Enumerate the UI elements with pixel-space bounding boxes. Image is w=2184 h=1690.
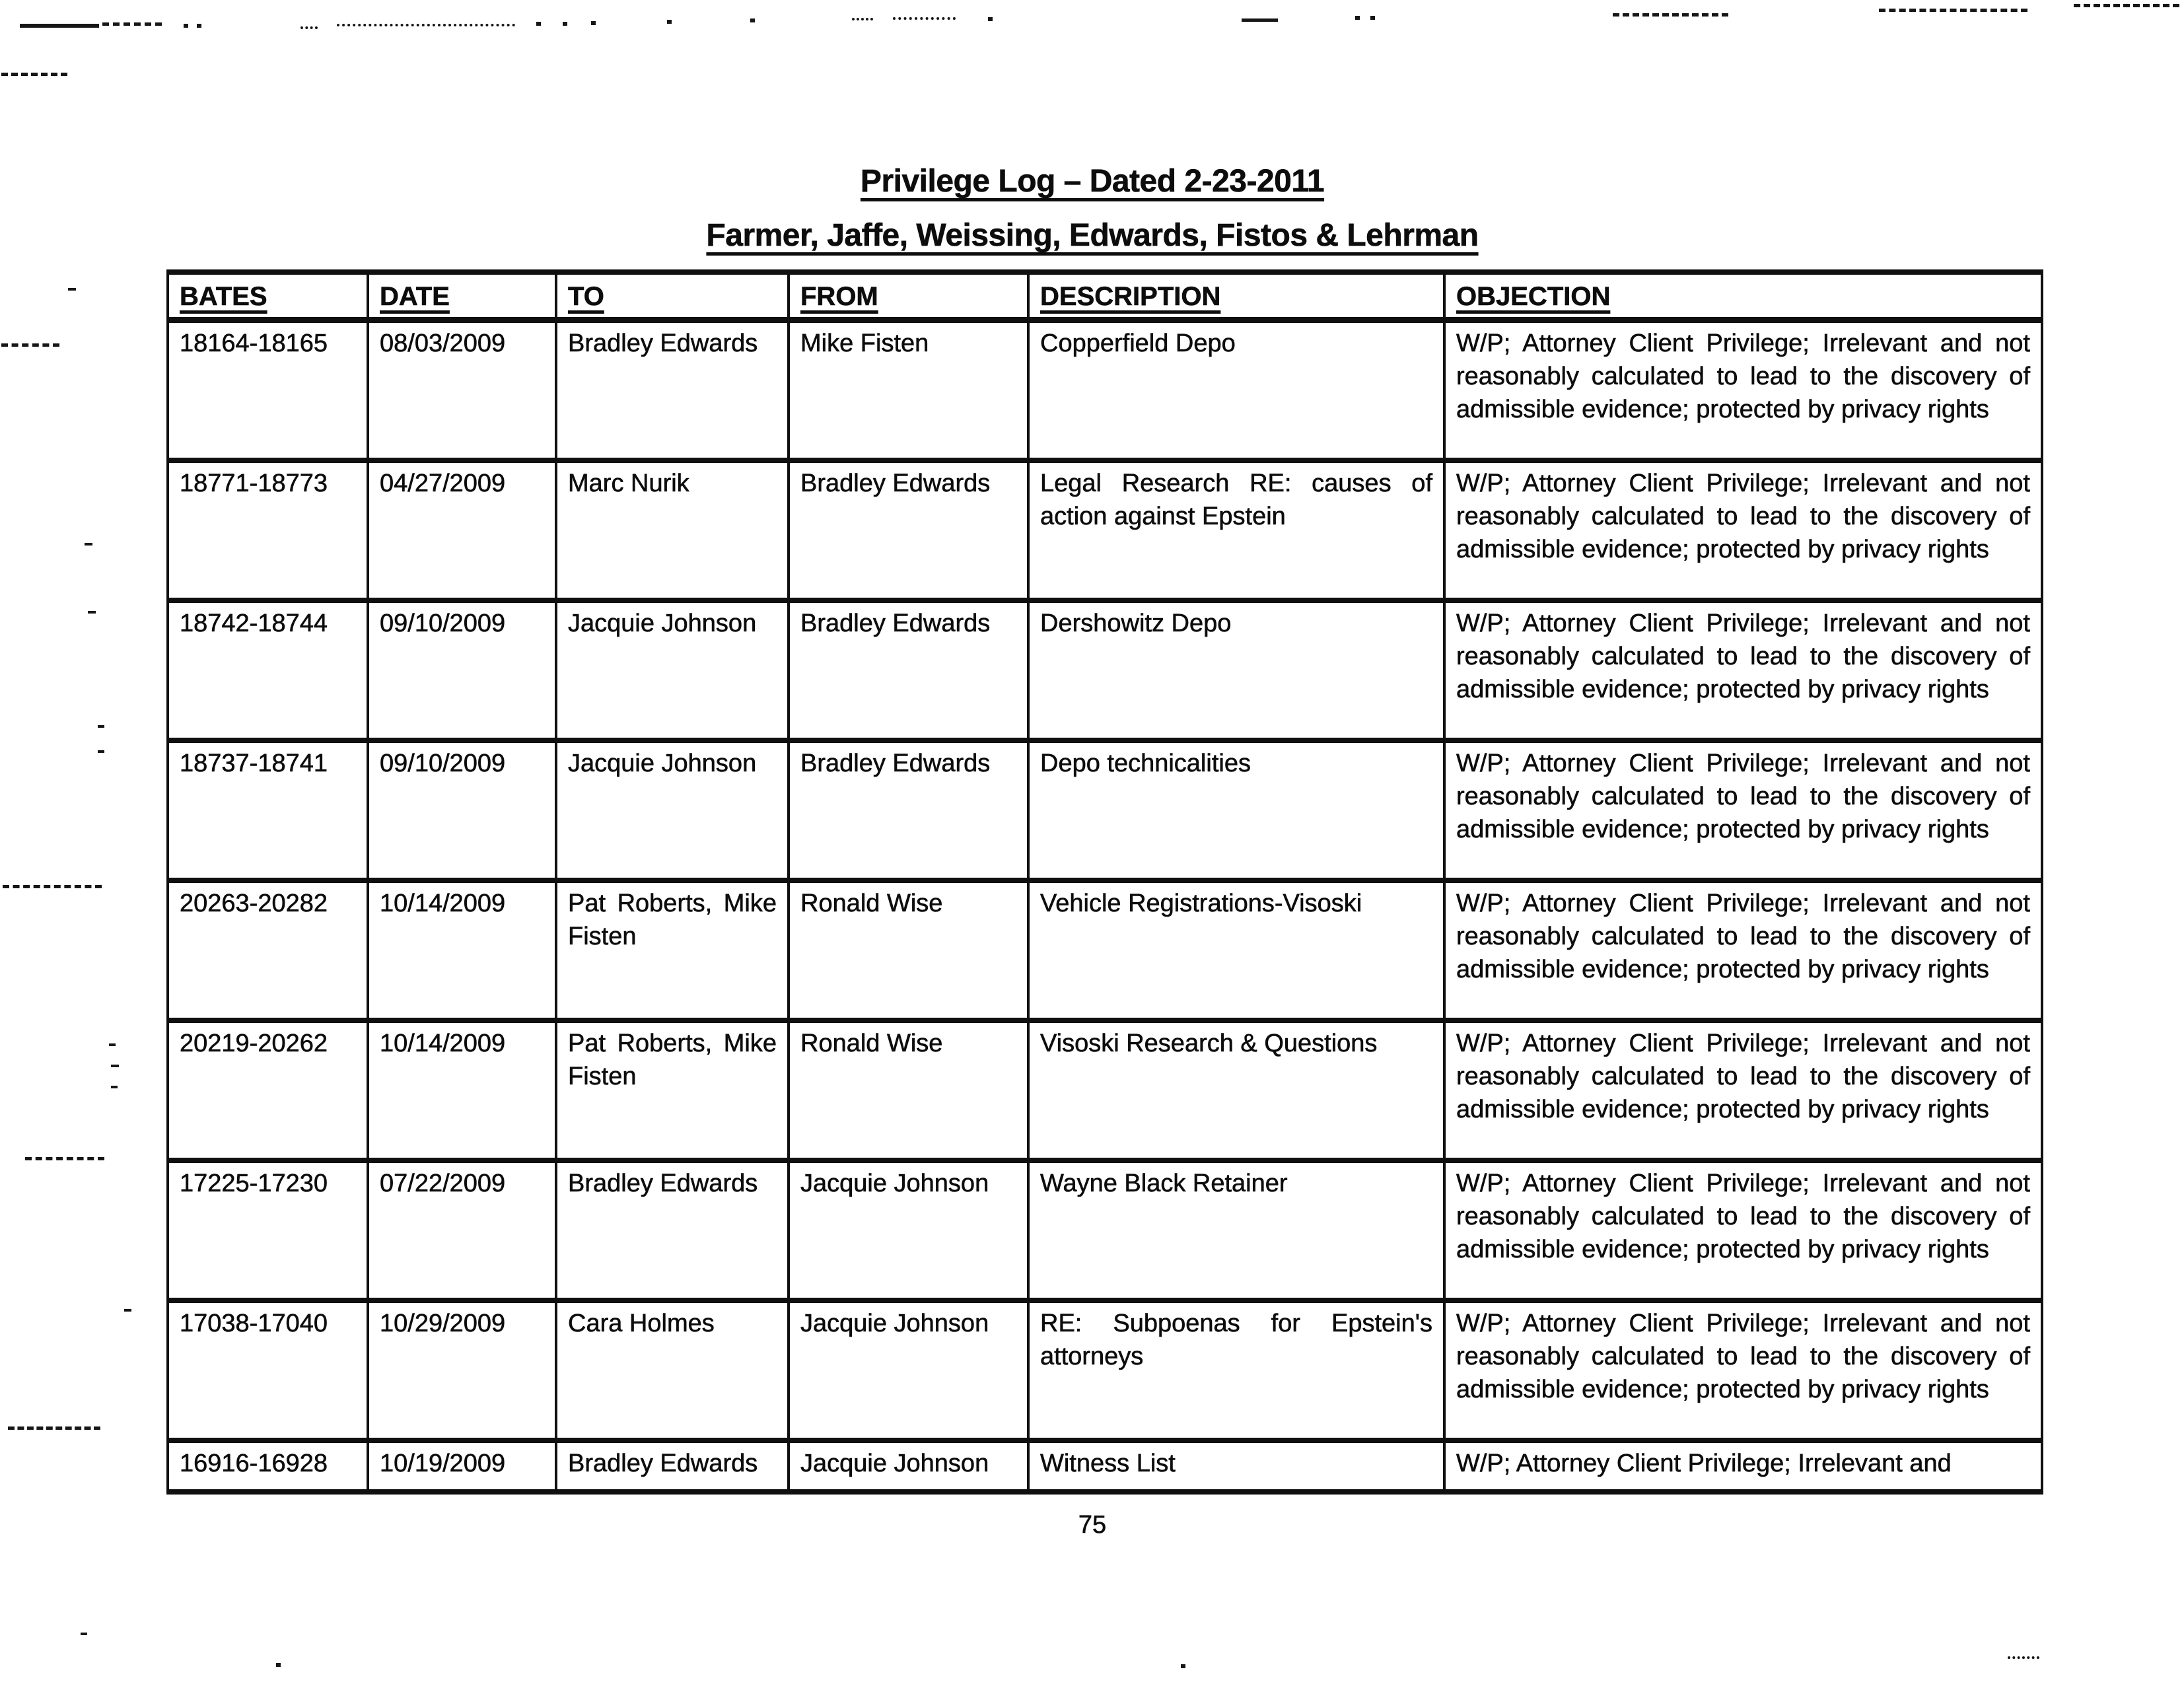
scan-artifact [184,24,188,28]
scan-artifact [88,611,96,614]
date-cell: 09/10/2009 [368,740,556,880]
objection-cell: W/P; Attorney Client Privilege; Irrelevant and not reasonably calculated to lead to the discovery of admissible evidence; protected by privacy rights [1444,1300,2042,1440]
column-header-to: TO [556,272,789,320]
description-cell: Vehicle Registrations-Visoski [1028,880,1444,1020]
objection-cell: W/P; Attorney Client Privilege; Irrelevant and not reasonably calculated to lead to the discovery of admissible evidence; protected by privacy rights [1444,1020,2042,1160]
page-number: 75 [1078,1511,1107,1539]
scan-artifact [102,22,162,26]
table-row [168,880,2042,1020]
scan-artifact [111,1086,118,1088]
date-cell: 09/10/2009 [368,600,556,740]
scan-artifact [1370,16,1375,20]
scan-artifact [1355,16,1360,20]
scan-artifact [591,21,596,25]
date-cell: 10/29/2009 [368,1300,556,1440]
scan-artifact [852,18,873,20]
from-cell: Ronald Wise [789,880,1028,1020]
bates-cell: 20263-20282 [168,880,368,1020]
objection-cell: W/P; Attorney Client Privilege; Irrelevant and not reasonably calculated to lead to the discovery of admissible evidence; protected by privacy rights [1444,1160,2042,1300]
bates-cell: 18771-18773 [168,460,368,600]
scan-artifact [124,1309,131,1312]
scan-artifact [25,1157,104,1160]
table-row [168,1300,2042,1440]
bates-cell: 18164-18165 [168,320,368,460]
scan-artifact [276,1663,281,1667]
description-cell: RE: Subpoenas for Epstein's attorneys [1028,1300,1444,1440]
date-cell: 10/14/2009 [368,880,556,1020]
from-cell: Jacquie Johnson [789,1300,1028,1440]
date-cell: 08/03/2009 [368,320,556,460]
objection-cell: W/P; Attorney Client Privilege; Irrelevant and not reasonably calculated to lead to the discovery of admissible evidence; protected by privacy rights [1444,740,2042,880]
description-cell: Dershowitz Depo [1028,600,1444,740]
scan-artifact [1,343,59,347]
scan-artifact [81,1633,87,1635]
table-row [168,600,2042,740]
bates-cell: 16916-16928 [168,1440,368,1492]
from-cell: Jacquie Johnson [789,1160,1028,1300]
scan-artifact [988,17,993,21]
page-subtitle: Farmer, Jaffe, Weissing, Edwards, Fistos & Lehrman [706,218,1479,253]
to-cell: Jacquie Johnson [556,600,789,740]
bates-cell: 17225-17230 [168,1160,368,1300]
table-row [168,740,2042,880]
objection-cell: W/P; Attorney Client Privilege; Irrelevant and not reasonably calculated to lead to the discovery of admissible evidence; protected by privacy rights [1444,880,2042,1020]
from-cell: Bradley Edwards [789,460,1028,600]
description-cell: Visoski Research & Questions [1028,1020,1444,1160]
date-cell: 10/14/2009 [368,1020,556,1160]
to-cell: Bradley Edwards [556,1160,789,1300]
scan-artifact [109,1043,116,1046]
scan-artifact [98,750,104,753]
scan-artifact [197,24,201,28]
table-row [168,320,2042,460]
to-cell: Bradley Edwards [556,320,789,460]
table-row [168,1160,2042,1300]
page-title: Privilege Log – Dated 2-23-2011 [860,164,1325,199]
to-cell: Pat Roberts, Mike Fisten [556,880,789,1020]
column-header-from: FROM [789,272,1028,320]
objection-cell: W/P; Attorney Client Privilege; Irrelevant and not reasonably calculated to lead to the discovery of admissible evidence; protected by privacy rights [1444,320,2042,460]
date-cell: 04/27/2009 [368,460,556,600]
date-cell: 07/22/2009 [368,1160,556,1300]
document-header [155,162,2029,255]
scan-artifact [1879,9,2027,12]
scan-artifact [1242,18,1278,22]
scan-artifact [98,725,104,728]
from-cell: Bradley Edwards [789,740,1028,880]
table-header-row [168,272,2042,320]
description-cell: Wayne Black Retainer [1028,1160,1444,1300]
scan-artifact [1181,1664,1185,1668]
privilege-log-table [166,269,2043,1495]
description-cell: Depo technicalities [1028,740,1444,880]
from-cell: Ronald Wise [789,1020,1028,1160]
scan-artifact [300,26,318,29]
column-header-description: DESCRIPTION [1028,272,1444,320]
bates-cell: 17038-17040 [168,1300,368,1440]
scan-artifact [20,24,99,28]
bates-cell: 18737-18741 [168,740,368,880]
to-cell: Marc Nurik [556,460,789,600]
scan-artifact [893,17,956,20]
bates-cell: 18742-18744 [168,600,368,740]
scan-artifact [563,22,567,26]
scan-artifact [536,22,541,26]
column-header-bates: BATES [168,272,368,320]
scan-artifact [111,1065,119,1067]
description-cell: Legal Research RE: causes of action against Epstein [1028,460,1444,600]
scan-artifact [3,885,102,888]
table-row [168,1440,2042,1492]
description-cell: Witness List [1028,1440,1444,1492]
scan-artifact [68,288,76,291]
to-cell: Pat Roberts, Mike Fisten [556,1020,789,1160]
description-cell: Copperfield Depo [1028,320,1444,460]
from-cell: Jacquie Johnson [789,1440,1028,1492]
from-cell: Bradley Edwards [789,600,1028,740]
scan-artifact [1613,13,1728,17]
scan-artifact [2008,1656,2039,1659]
scan-artifact [2074,4,2179,7]
date-cell: 10/19/2009 [368,1440,556,1492]
scan-artifact [750,18,755,22]
scan-artifact [1,73,67,76]
to-cell: Cara Holmes [556,1300,789,1440]
scan-artifact [8,1426,100,1430]
table-row [168,460,2042,600]
to-cell: Bradley Edwards [556,1440,789,1492]
from-cell: Mike Fisten [789,320,1028,460]
table-row [168,1020,2042,1160]
column-header-objection: OBJECTION [1444,272,2042,320]
scan-artifact [337,24,515,26]
objection-cell: W/P; Attorney Client Privilege; Irrelevant and not reasonably calculated to lead to the discovery of admissible evidence; protected by privacy rights [1444,600,2042,740]
bates-cell: 20219-20262 [168,1020,368,1160]
to-cell: Jacquie Johnson [556,740,789,880]
objection-cell: W/P; Attorney Client Privilege; Irrelevant and not reasonably calculated to lead to the discovery of admissible evidence; protected by privacy rights [1444,460,2042,600]
scan-artifact [667,20,672,24]
objection-cell: W/P; Attorney Client Privilege; Irrelevant and [1444,1440,2042,1492]
scan-artifact [85,543,92,546]
column-header-date: DATE [368,272,556,320]
